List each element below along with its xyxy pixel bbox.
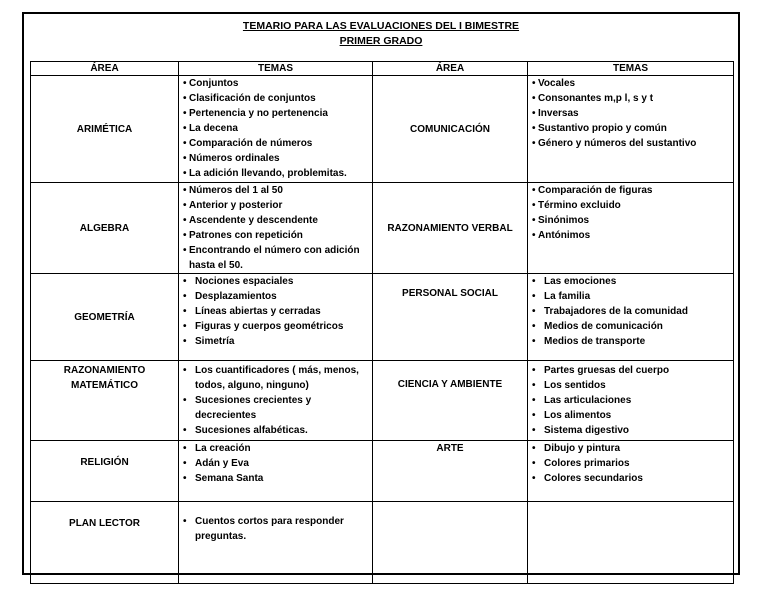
topics-cell: [528, 441, 734, 502]
topic-item: • Líneas abiertas y cerradas: [183, 304, 368, 319]
topic-list: [183, 183, 368, 273]
topics-cell: [179, 183, 373, 274]
topic-item: • La decena: [183, 121, 368, 136]
topics-cell: [528, 274, 734, 361]
topic-item: • Colores secundarios: [532, 471, 729, 486]
topic-item: • Pertenencia y no pertenencia: [183, 106, 368, 121]
topic-item: • Anterior y posterior: [183, 198, 368, 213]
topic-list: [183, 76, 368, 181]
topic-item: • Conjuntos: [183, 76, 368, 91]
topic-item: • Vocales: [532, 76, 729, 91]
area-cell: [373, 502, 528, 584]
topic-item: • Cuentos cortos para responder preguntas.: [183, 514, 368, 544]
topics-cell: [179, 361, 373, 441]
area-cell: COMUNICACIÓN: [373, 76, 528, 183]
topic-item: • Inversas: [532, 106, 729, 121]
area-cell: RAZONAMIENTO MATEMÁTICO: [31, 361, 179, 441]
area-cell: RAZONAMIENTO VERBAL: [373, 183, 528, 274]
topic-item: • Trabajadores de la comunidad: [532, 304, 729, 319]
topic-item: • Medios de transporte: [532, 334, 729, 349]
topic-item: • Números del 1 al 50: [183, 183, 368, 198]
area-cell: ALGEBRA: [31, 183, 179, 274]
table-row: [31, 76, 734, 183]
table-row: [31, 361, 734, 441]
topic-item: • Simetría: [183, 334, 368, 349]
topic-item: • Las emociones: [532, 274, 729, 289]
topic-list: [183, 502, 368, 544]
topic-item: • Comparación de números: [183, 136, 368, 151]
topic-item: • Patrones con repetición: [183, 228, 368, 243]
topic-item: • La familia: [532, 289, 729, 304]
topic-item: • Semana Santa: [183, 471, 368, 486]
table-row: [31, 441, 734, 502]
area-cell: PLAN LECTOR: [31, 502, 179, 584]
column-header-topics: TEMAS: [528, 62, 734, 76]
area-cell: RELIGIÓN: [31, 441, 179, 502]
topic-item: • Sistema digestivo: [532, 423, 729, 438]
syllabus-table: [30, 61, 734, 584]
topics-cell: [528, 76, 734, 183]
topic-list: [532, 441, 729, 486]
topics-cell: [179, 441, 373, 502]
topic-item: • La creación: [183, 441, 368, 456]
topic-item: • Ascendente y descendente: [183, 213, 368, 228]
topics-cell: [179, 502, 373, 584]
topic-list: [532, 76, 729, 151]
topic-item: • Término excluido: [532, 198, 729, 213]
topic-item: • Las articulaciones: [532, 393, 729, 408]
topics-cell: [179, 76, 373, 183]
topic-list: [183, 274, 368, 349]
column-header-topics: TEMAS: [179, 62, 373, 76]
table-row: [31, 183, 734, 274]
table-header-row: [31, 62, 734, 76]
topic-item: • Los alimentos: [532, 408, 729, 423]
topic-item: • Sinónimos: [532, 213, 729, 228]
table-row: [31, 502, 734, 584]
topic-item: • Dibujo y pintura: [532, 441, 729, 456]
document-subtitle: PRIMER GRADO: [339, 35, 423, 47]
topic-item: • Sustantivo propio y común: [532, 121, 729, 136]
topic-item: • Figuras y cuerpos geométricos: [183, 319, 368, 334]
topic-item: • Antónimos: [532, 228, 729, 243]
topic-item: • Medios de comunicación: [532, 319, 729, 334]
topic-list: [183, 441, 368, 486]
topic-item: • Nociones espaciales: [183, 274, 368, 289]
topics-cell: [528, 361, 734, 441]
topic-item: • Comparación de figuras: [532, 183, 729, 198]
table-row: [31, 274, 734, 361]
topic-list: [532, 361, 729, 438]
topic-item: • Sucesiones crecientes y decrecientes: [183, 393, 368, 423]
topic-item: • Consonantes m,p l, s y t: [532, 91, 729, 106]
column-header-area: ÁREA: [31, 62, 179, 76]
topic-item: • Sucesiones alfabéticas.: [183, 423, 368, 438]
topic-item: • Adán y Eva: [183, 456, 368, 471]
area-cell: CIENCIA Y AMBIENTE: [373, 361, 528, 441]
topic-item: • Partes gruesas del cuerpo: [532, 363, 729, 378]
topic-item: • Los sentidos: [532, 378, 729, 393]
topic-item: • Colores primarios: [532, 456, 729, 471]
area-cell: GEOMETRÍA: [31, 274, 179, 361]
topic-item: • Números ordinales: [183, 151, 368, 166]
area-cell: PERSONAL SOCIAL: [373, 274, 528, 361]
document-title: TEMARIO PARA LAS EVALUACIONES DEL I BIMESTRE: [242, 20, 520, 32]
area-cell: ARTE: [373, 441, 528, 502]
topic-item: • La adición llevando, problemitas.: [183, 166, 368, 181]
topic-item: • Los cuantificadores ( más, menos, todos, alguno, ninguno): [183, 363, 368, 393]
area-cell: ARIMÉTICA: [31, 76, 179, 183]
column-header-area: ÁREA: [373, 62, 528, 76]
topic-list: [532, 183, 729, 243]
topic-list: [183, 361, 368, 438]
topic-item: • Género y números del sustantivo: [532, 136, 729, 151]
document-frame: [22, 12, 740, 575]
topic-item: • Encontrando el número con adición hasta el 50.: [183, 243, 368, 273]
topics-cell: [528, 502, 734, 584]
topics-cell: [528, 183, 734, 274]
topics-cell: [179, 274, 373, 361]
topic-item: • Desplazamientos: [183, 289, 368, 304]
topic-list: [532, 274, 729, 349]
topic-item: • Clasificación de conjuntos: [183, 91, 368, 106]
